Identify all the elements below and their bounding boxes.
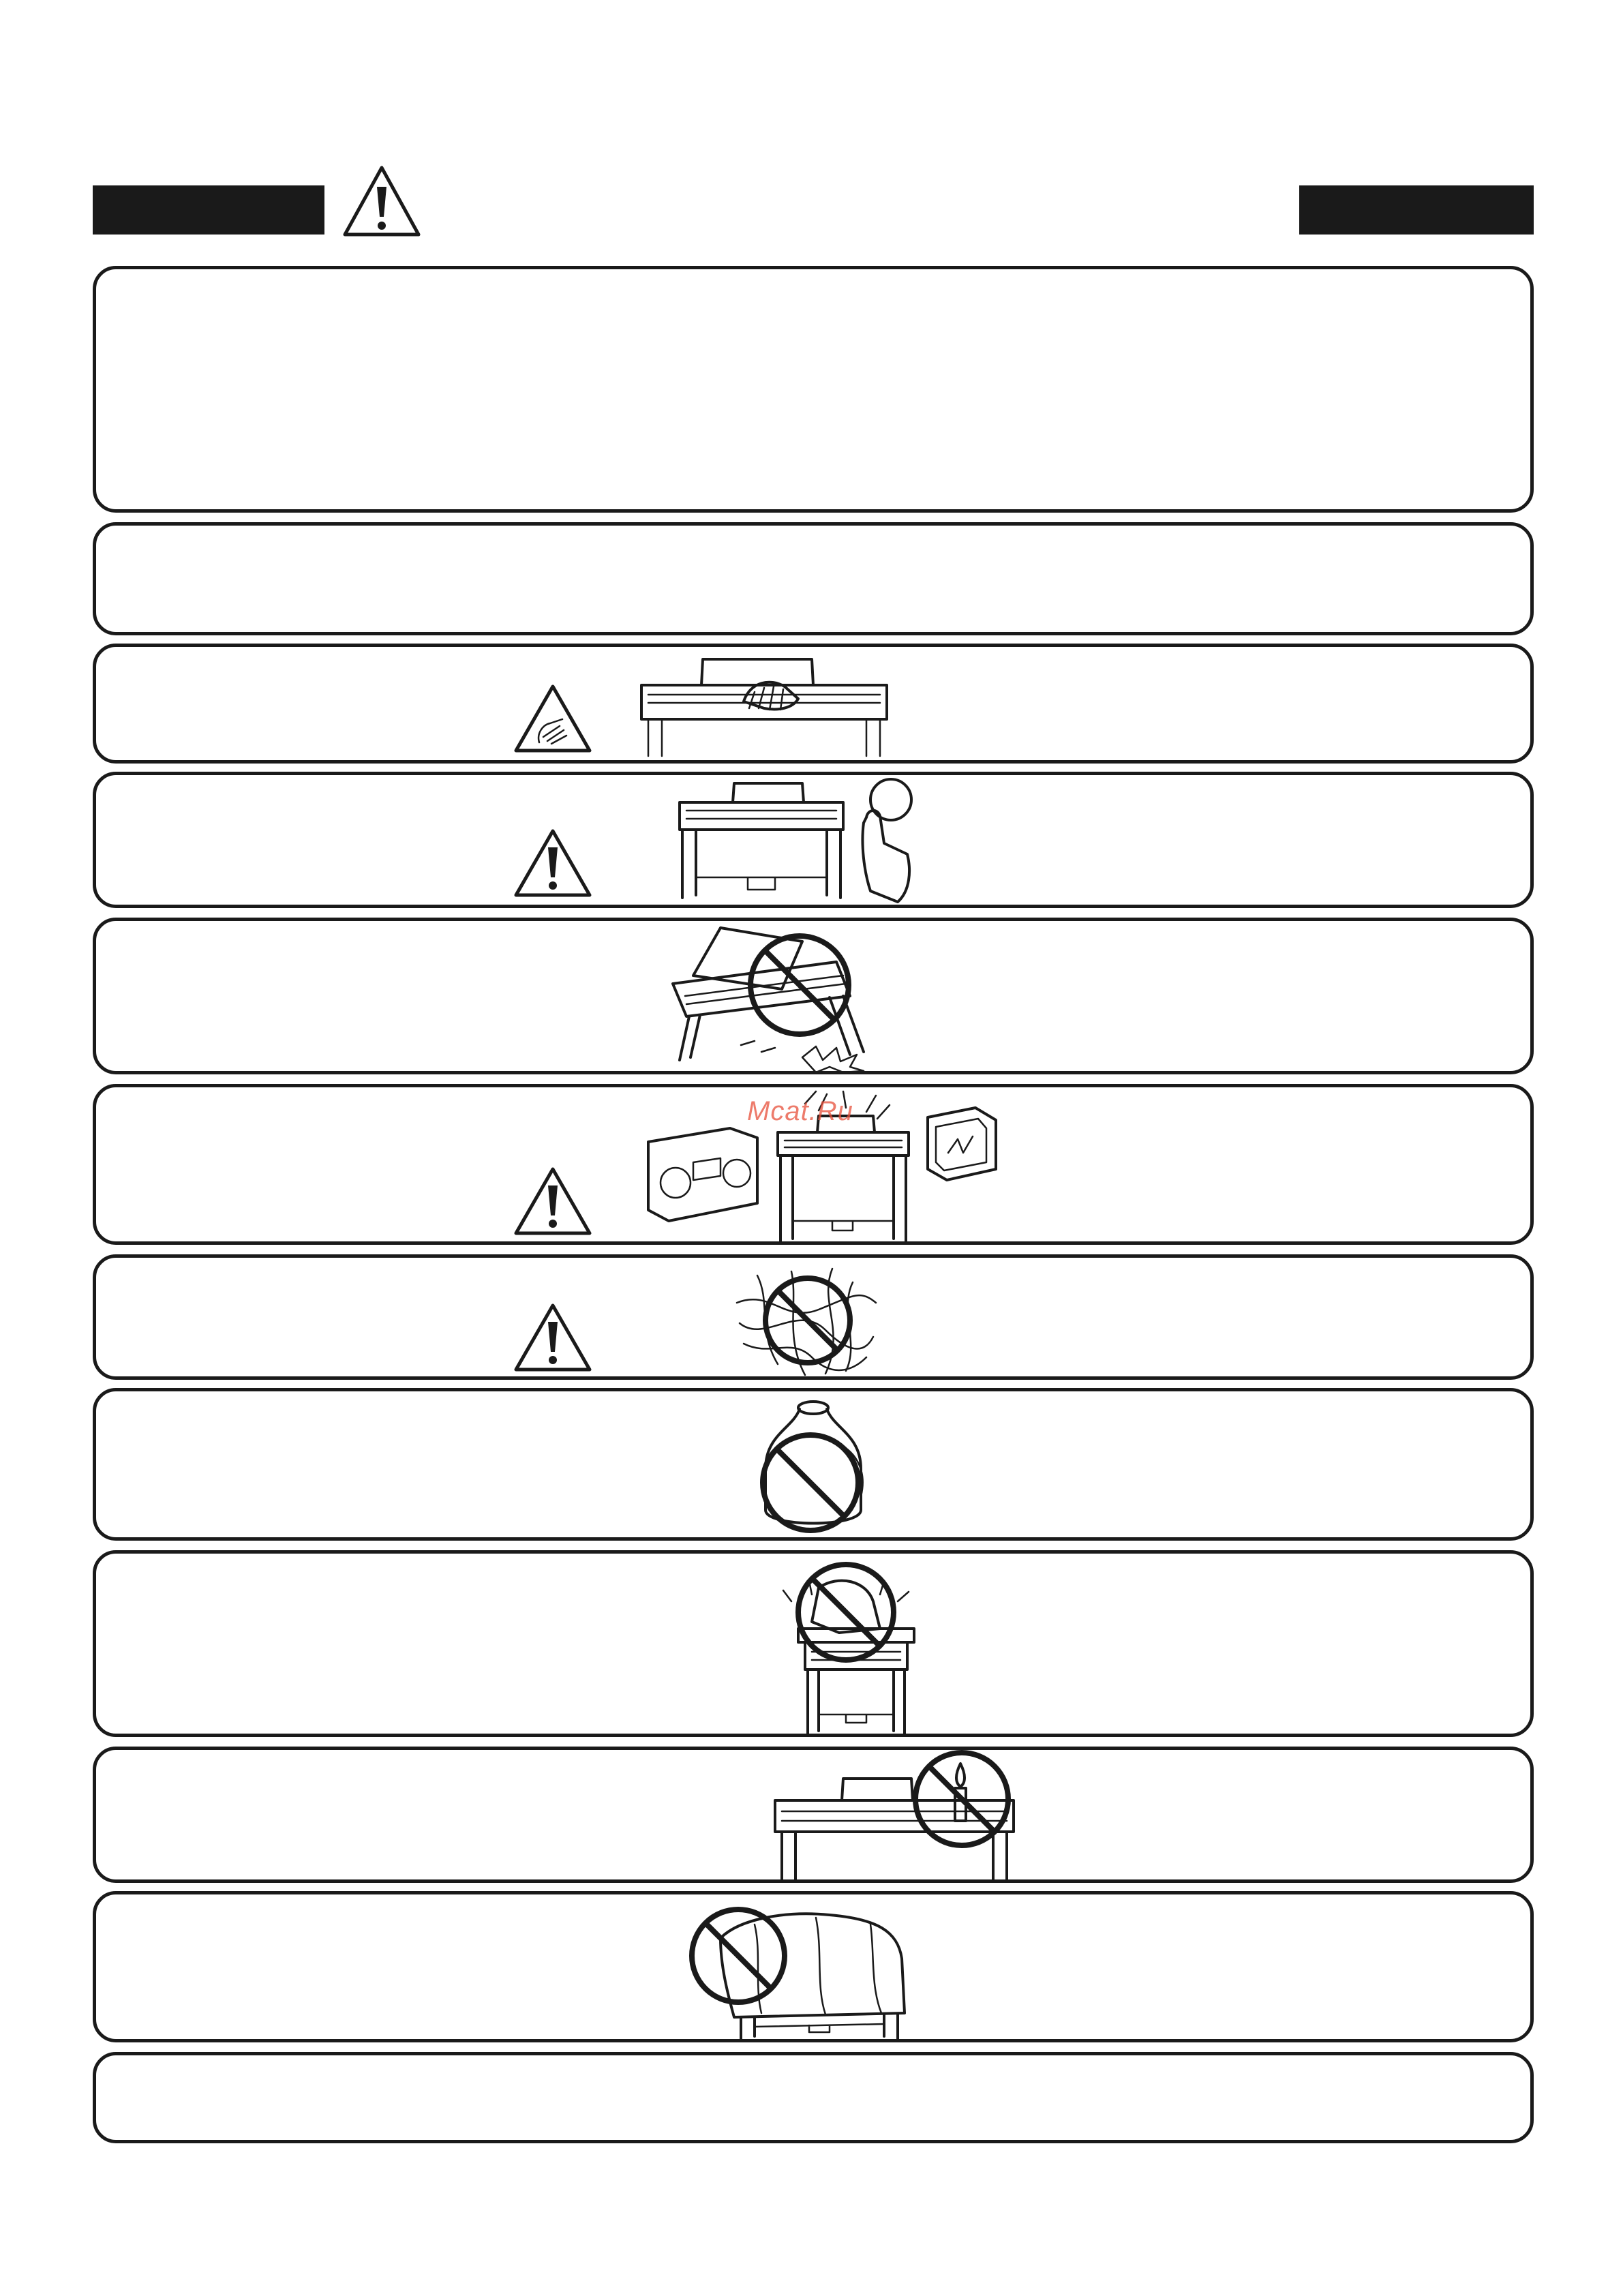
- pinch-hazard-panel: [93, 644, 1534, 764]
- climbing-panel: [93, 1550, 1534, 1737]
- hands-on-keyboard-illustration: [635, 654, 894, 763]
- caution-panel: [93, 522, 1534, 635]
- open-flame-panel: [93, 1747, 1534, 1883]
- intro-panel: [93, 266, 1534, 513]
- header-left-block: [93, 185, 324, 235]
- watermark: Mcat.Ru: [747, 1096, 853, 1126]
- warning-triangle-icon: [341, 164, 423, 239]
- tangled-cables-prohibited-illustration: [730, 1262, 880, 1379]
- header-right-block: [1299, 185, 1534, 235]
- cover-panel: [93, 1891, 1534, 2042]
- liquid-panel: [93, 1388, 1534, 1541]
- fall-hazard-panel: [93, 918, 1534, 1074]
- pinch-hazard-icon: [512, 682, 594, 755]
- sitting-on-piano-prohibited-illustration: [710, 1554, 969, 1738]
- warning-triangle-icon: [512, 1301, 594, 1374]
- covered-piano-prohibited-illustration: [680, 1897, 966, 2043]
- candle-on-piano-prohibited-illustration: [680, 1750, 1034, 1884]
- footer-panel: [93, 2052, 1534, 2143]
- tipping-piano-prohibited-illustration: [652, 921, 993, 1075]
- power-button-panel: [93, 772, 1534, 908]
- warning-triangle-icon: [512, 827, 594, 899]
- vase-prohibited-illustration: [752, 1394, 875, 1540]
- warning-triangle-icon: [512, 1165, 594, 1237]
- cable-tangle-panel: [93, 1254, 1534, 1380]
- piano-with-power-button-illustration: [659, 775, 945, 909]
